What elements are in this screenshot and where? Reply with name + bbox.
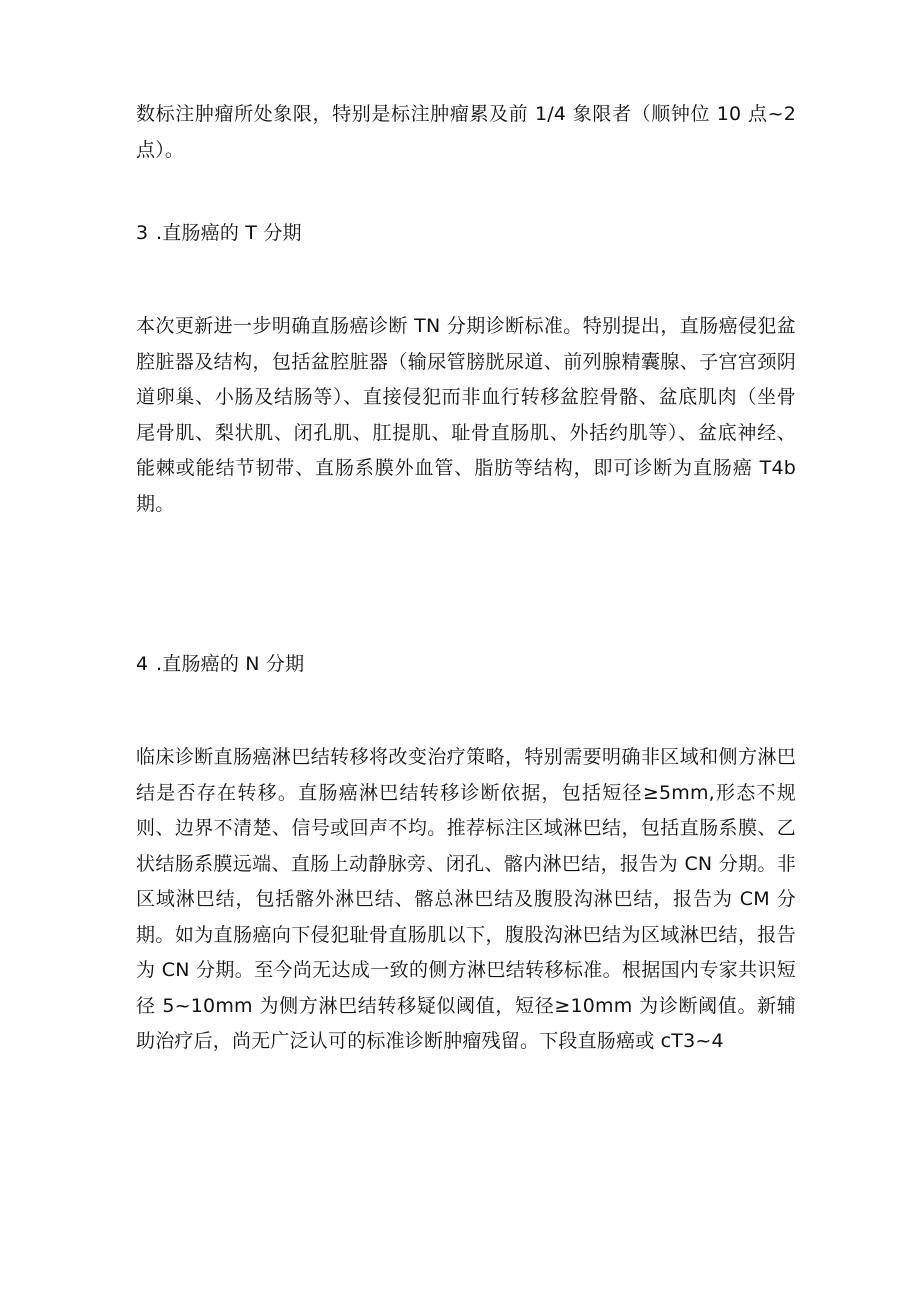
paragraph-t-staging: 本次更新进一步明确直肠癌诊断 TN 分期诊断标准。特别提出，直肠癌侵犯盆腔脏器及结构，包括盆腔脏器（输尿管膀胱尿道、前列腺精囊腺、子宫宫颈阴道卵巢、小肠及结肠等）、直接侵犯而非血行转移盆腔骨骼、盆底肌肉（坐骨尾骨肌、梨状肌、闭孔肌、肛提肌、耻骨直肠肌、外括约肌等）、盆底神经、能棘或能结节韧带、直肠系膜外血管、脂肪等结构，即可诊断为直肠癌 T4b 期。 — [136, 315, 796, 515]
section-title: .直肠癌的 N 分期 — [156, 653, 305, 675]
section-heading-n-staging — [136, 649, 796, 679]
section-heading-t-staging — [136, 218, 796, 248]
paragraph-quadrant-marking: 数标注肿瘤所处象限，特别是标注肿瘤累及前 1/4 象限者（顺钟位 10 点~2 点）。 — [136, 103, 796, 161]
section-number: 4 — [136, 653, 149, 675]
paragraph-n-staging: 临床诊断直肠癌淋巴结转移将改变治疗策略，特别需要明确非区域和侧方淋巴结是否存在转移。直肠癌淋巴结转移诊断依据，包括短径≥5mm,形态不规则、边界不清楚、信号或回声不均。推荐标注区域淋巴结，包括直肠系膜、乙状结肠系膜远端、直肠上动静脉旁、闭孔、髂内淋巴结，报告为 CN 分期。非区域淋巴结，包括髂外淋巴结、髂总淋巴结及腹股沟淋巴结，报告为 CM 分期。如为直肠癌向下侵犯耻骨直肠肌以下，腹股沟淋巴结为区域淋巴结，报告为 CN 分期。至今尚无达成一致的侧方淋巴结转移标准。根据国内专家共识短径 5~10mm 为侧方淋巴结转移疑似阈值，短径≥10mm 为诊断阈值。新辅助治疗后，尚无广泛认可的标准诊断肿瘤残留。下段直肠癌或 cT3~4 — [136, 746, 796, 1052]
section-title: .直肠癌的 T 分期 — [156, 222, 302, 244]
section-number: 3 — [136, 222, 149, 244]
